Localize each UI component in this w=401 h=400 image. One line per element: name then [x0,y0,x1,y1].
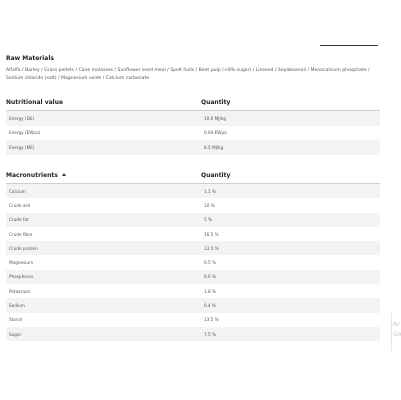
table-row [6,284,380,298]
scroll-edge [391,313,392,351]
nutrient-name: Sugar [6,327,201,341]
table-row [6,111,380,126]
table-row [6,213,380,227]
table-row [6,327,380,341]
nutrient-quantity: 0.4 % [201,298,380,312]
table-row [6,184,380,199]
nutrient-quantity: 1.1 % [201,184,380,199]
nutrient-quantity: 0.5 % [204,260,216,266]
nutrient-name: Potassium [9,288,31,294]
quantity-header: Quantity [201,94,380,111]
table-row [6,313,380,327]
nutrient-quantity: 1.8 % [204,288,216,294]
nutrient-quantity: 0.6 % [201,270,380,284]
nutrient-name: Energy (DE) [6,111,201,126]
nutrient-name: Starch [9,317,23,323]
quantity-header: Quantity [201,167,380,184]
nutrient-name: Crude fat [6,213,201,227]
macronutrients-header[interactable] [6,167,201,184]
nutrient-quantity: 10 % [204,202,215,208]
divider-line [320,45,378,46]
watermark-line: Ac [393,321,401,328]
nutrient-name: Sodium [6,298,201,312]
nutrient-name: Crude ash [9,202,31,208]
nutrient-name: Phosphorus [6,270,201,284]
table-row [6,126,380,141]
table-row [6,298,380,312]
table-row [6,198,380,212]
nutrient-quantity: 13.5 % [204,317,219,323]
nutrient-quantity: 8.5 MJ/kg [201,140,380,155]
macronutrients-table [6,167,380,341]
macronutrients-header-label: Macronutrients [6,171,58,179]
table-row [6,227,380,241]
table-row [6,140,380,155]
table-row [6,270,380,284]
nutrient-quantity: 7.5 % [201,327,380,341]
nutrient-quantity: 5 % [201,213,380,227]
watermark-line: Go [393,331,401,338]
nutrient-name: Crude protein [6,241,201,255]
activation-watermark [393,320,401,340]
nutrient-quantity: 13.5 % [201,241,380,255]
nutrient-name: Magnesium [9,260,34,266]
nutritional-value-table [6,94,380,155]
nutrient-quantity: 16.5 % [204,231,219,237]
raw-materials-title: Raw Materials [6,55,54,62]
table-row [6,255,380,269]
nutrient-quantity: 0.64 EWpa [204,130,227,136]
nutritional-value-header: Nutritional value [6,94,201,111]
nutrient-name: Energy (ME) [6,140,201,155]
nutrient-name: Calcium [6,184,201,199]
raw-materials-text: Alfalfa / Barley / Grass pellets / Cane molasses / Sunflower seed meal / Spelt hulls / Beet pulp (<8% sugar) / Linseed / Soyabeanoil / Monocalcium phosphate / Sodium chloride (salt) / Magnesium oxide / Calcium carbonate [6,68,370,81]
table-row [6,241,380,255]
nutrient-name: Crude fibre [9,231,33,237]
sort-ascending-icon[interactable] [62,173,66,176]
nutrient-name: Energy (EWpa) [9,130,41,136]
nutrient-quantity: 10.0 MJ/kg [201,111,380,126]
